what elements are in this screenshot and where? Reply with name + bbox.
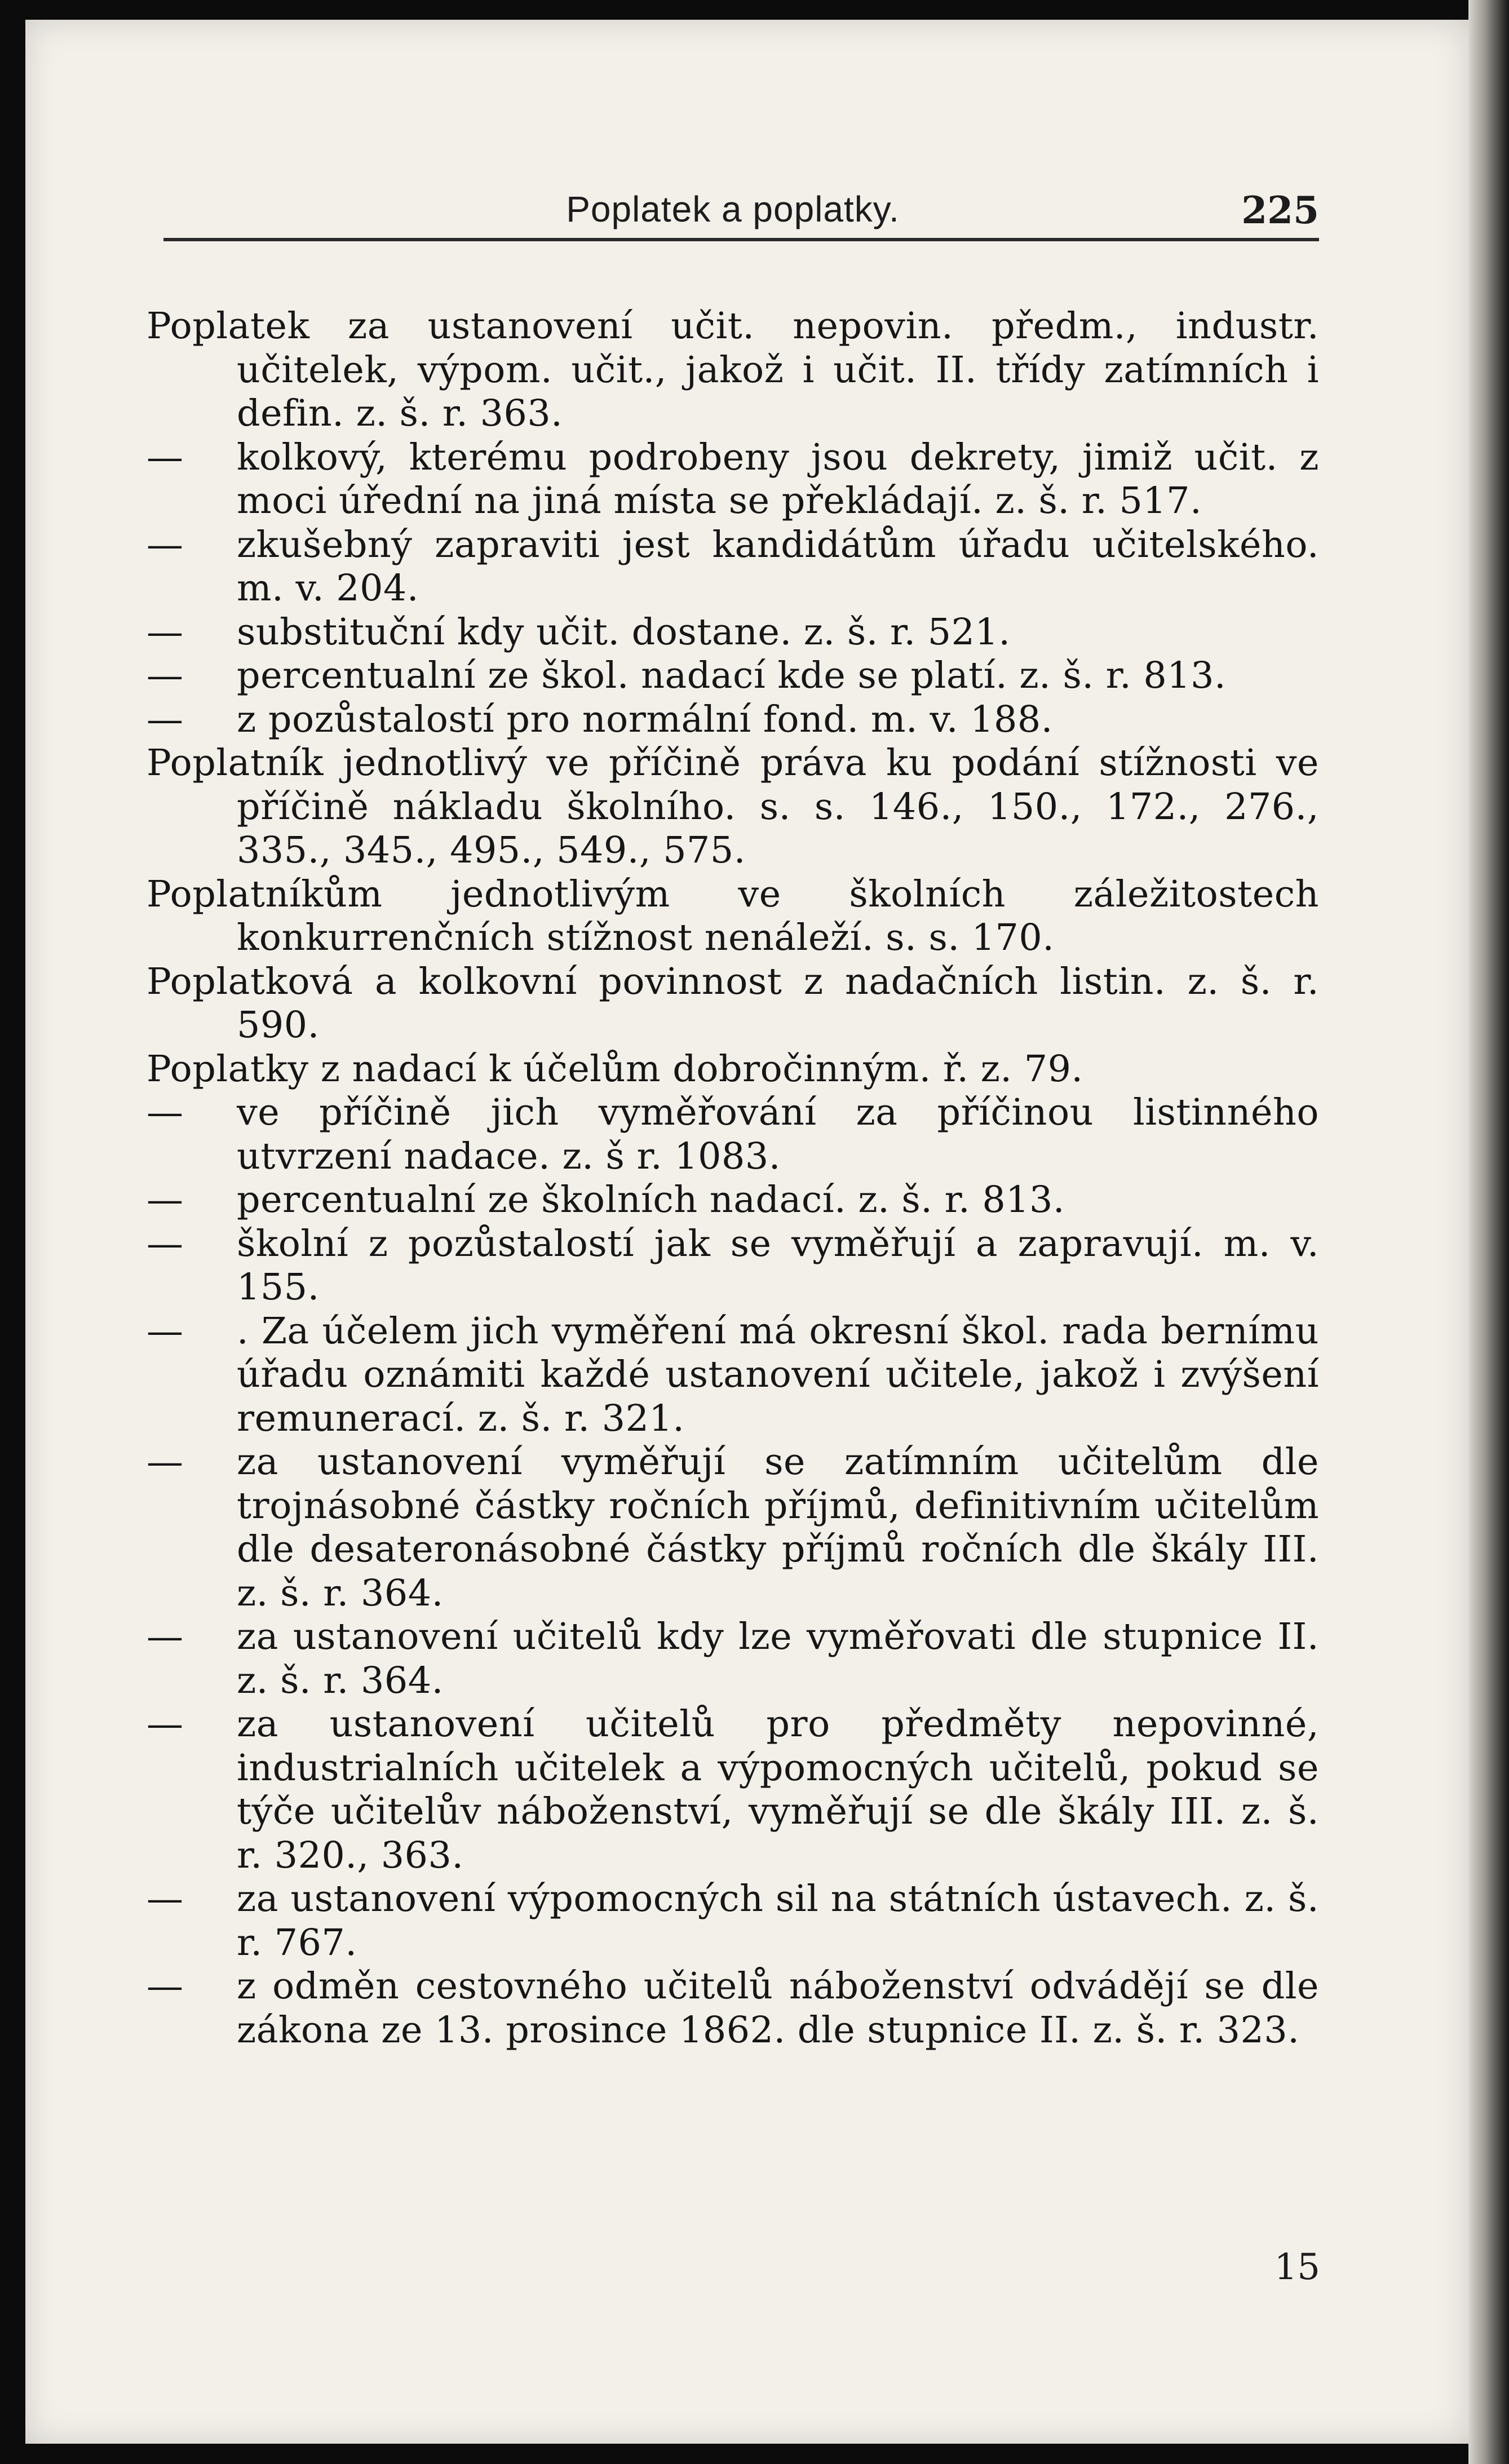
entry-text: za ustanovení výpomocných sil na státních ústavech. z. š. r. 767. [237,1878,1319,1964]
index-subentry [147,1222,1319,1310]
index-subentry [147,698,1319,742]
entry-text: školní z pozůstalostí jak se vyměřují a zapravují. m. v. 155. [237,1222,1319,1308]
entry-text: ve příčině jich vyměřování za příčinou listinného utvrzení nadace. z. š r. 1083. [237,1091,1319,1178]
entry-text: za ustanovení vyměřují se zatímním učitelům dle trojnásobné částky ročních příjmů, definitivním učitelům dle desateronásobné částky příjmů ročních dle škály III. z. š. r. 364. [237,1441,1319,1614]
entry-text: za ustanovení učitelů pro předměty nepovinné, industrialních učitelek a výpomocných učitelů, pokud se týče učitelův náboženství, vyměřují se dle škály III. z. š. r. 320., 363. [237,1703,1319,1877]
index-subentry [147,1310,1319,1441]
entry-dash: — [147,654,184,697]
entry-dash: — [147,1222,184,1265]
index-subentry [147,523,1319,611]
index-subentry [147,654,1319,698]
entry-text: percentualní ze školních nadací. z. š. r. 813. [237,1179,1065,1221]
entry-dash: — [147,1310,184,1352]
entry-text: Poplatková a kolkovní povinnost z nadačních listin. z. š. r. 590. [147,960,1319,1046]
entry-text: percentualní ze škol. nadací kde se platí. z. š. r. 813. [237,654,1227,697]
entry-dash: — [147,1091,184,1134]
index-subentry [147,436,1319,523]
index-subentry [147,1178,1319,1222]
index-subentry [147,1091,1319,1178]
entry-text: za ustanovení učitelů kdy lze vyměřovati dle stupnice II. z. š. r. 364. [237,1616,1319,1702]
index-subentry [147,1877,1319,1965]
entry-dash: — [147,1179,184,1221]
entry-dash: — [147,1616,184,1658]
index-entries [147,304,1319,2052]
entry-text: Poplatky z nadací k účelům dobročinným. ř. z. 79. [147,1047,1083,1090]
index-subentry [147,1965,1319,2052]
index-subentry [147,1440,1319,1615]
entry-text: Poplatník jednotlivý ve příčině práva ku podání stížnosti ve příčině nákladu školního. s. s. 146., 150., 172., 276., 335., 345., 495., 549., 575. [147,742,1319,872]
page-header [147,178,1319,240]
page-number: 225 [1241,188,1319,232]
page-edge-shadow [1468,0,1509,2464]
index-entry [147,741,1319,873]
entry-text: zkušebný zapraviti jest kandidátům úřadu učitelského. m. v. 204. [237,523,1319,609]
header-rule [163,238,1319,241]
index-entry [147,873,1319,960]
index-entry [147,304,1319,436]
entry-dash: — [147,1965,184,2007]
entry-dash: — [147,436,184,479]
entry-dash: — [147,1878,184,1920]
entry-text: Poplatníkům jednotlivým ve školních záležitostech konkurrenčních stížnost nenáleží. s. s. 170. [147,873,1319,959]
entry-dash: — [147,1703,184,1745]
index-subentry [147,611,1319,654]
index-entry [147,960,1319,1047]
entry-text: z pozůstalostí pro normální fond. m. v. 188. [237,698,1053,741]
entry-dash: — [147,523,184,566]
entry-text: kolkový, kterému podrobeny jsou dekrety, jimiž učit. z moci úřední na jiná místa se překládají. z. š. r. 517. [237,436,1319,522]
index-subentry [147,1702,1319,1877]
entry-text: z odměn cestovného učitelů náboženství odvádějí se dle zákona ze 13. prosince 1862. dle stupnice II. z. š. r. 323. [237,1965,1319,2051]
entry-text: substituční kdy učit. dostane. z. š. r. 521. [237,611,1011,653]
index-subentry [147,1615,1319,1702]
running-head: Poplatek a poplatky. [566,189,900,229]
entry-text: . Za účelem jich vyměření má okresní škol. rada bernímu úřadu oznámiti každé ustanovení učitele, jakož i zvýšení remunerací. z. š. r. 321. [237,1310,1319,1440]
signature-mark: 15 [1274,2246,1320,2288]
entry-dash: — [147,1441,184,1483]
entry-text: Poplatek za ustanovení učit. nepovin. předm., industr. učitelek, výpom. učit., jakož i učit. II. třídy zatímních i defin. z. š. r. 363. [147,305,1319,435]
index-entry [147,1047,1319,1091]
entry-dash: — [147,611,184,653]
entry-dash: — [147,698,184,741]
